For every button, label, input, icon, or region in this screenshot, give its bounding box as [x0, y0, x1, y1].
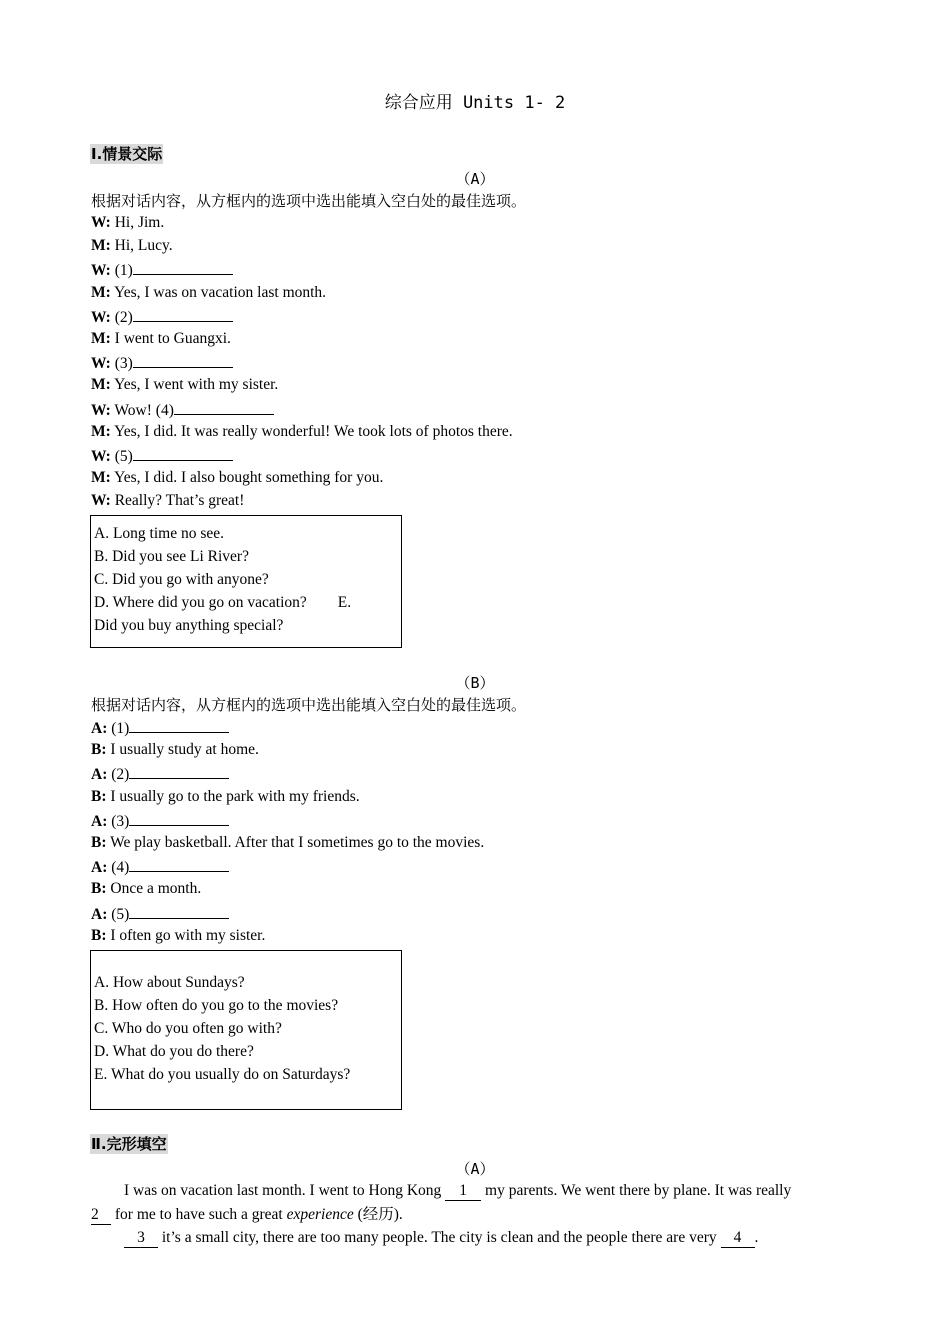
cloze-line-1: [124, 1181, 791, 1201]
option-item: B. Did you see Li River?: [94, 548, 249, 565]
dialogue-text: (5): [110, 448, 133, 465]
speaker-label: A:: [91, 720, 108, 737]
dialogue-line: [91, 856, 229, 878]
dialogue-line: [91, 491, 244, 511]
dialogue-text: Once a month.: [106, 880, 202, 898]
dialogue-text: Yes, I went with my sister.: [110, 376, 279, 394]
answer-blank[interactable]: [133, 306, 233, 322]
dialogue-text: (1): [110, 262, 133, 280]
dialogue-line: [91, 763, 229, 785]
option-item: A. Long time no see.: [94, 525, 225, 542]
part-a-label: （A）: [455, 170, 495, 188]
dialogue-text: Yes, I did. It was really wonderful! We took lots of photos there.: [110, 422, 513, 440]
answer-blank[interactable]: [174, 399, 274, 415]
option-item: B. How often do you go to the movies?: [94, 997, 339, 1014]
speaker-label: W:: [91, 401, 111, 419]
option-item: A. How about Sundays?: [94, 974, 245, 991]
dialogue-text: We play basketball. After that I sometimes go to the movies.: [106, 834, 485, 851]
cloze-text: for me to have such a great: [111, 1206, 287, 1223]
answer-blank[interactable]: [129, 717, 229, 733]
speaker-label: B:: [91, 741, 107, 759]
cloze-line-2: [91, 1205, 403, 1225]
cloze-italic-word: experience: [286, 1206, 354, 1223]
answer-blank[interactable]: [129, 903, 229, 919]
option-item: Did you buy anything special?: [94, 617, 284, 634]
speaker-label: M:: [91, 469, 111, 487]
dialogue-text: Wow! (4): [110, 401, 174, 419]
speaker-label: M:: [91, 283, 111, 301]
options-box-a: [90, 515, 402, 648]
speaker-label: M:: [91, 376, 111, 394]
option-item: E. What do you usually do on Saturdays?: [94, 1066, 351, 1083]
dialogue-line: [91, 833, 484, 853]
dialogue-line: [91, 375, 278, 395]
part-b-label: （B）: [455, 674, 495, 692]
speaker-label: M:: [91, 237, 111, 255]
dialogue-line: [91, 717, 229, 739]
dialogue-line: [91, 468, 383, 488]
cloze-text: (经历).: [353, 1206, 403, 1223]
dialogue-line: [91, 879, 201, 899]
speaker-label: B:: [91, 926, 107, 944]
option-item: C. Who do you often go with?: [94, 1020, 282, 1037]
dialogue-line: [91, 810, 229, 832]
speaker-label: B:: [91, 834, 107, 851]
dialogue-text: (1): [107, 720, 130, 737]
dialogue-line: [91, 445, 233, 467]
answer-blank[interactable]: [133, 259, 233, 275]
speaker-label: A:: [91, 905, 108, 923]
cloze-text: I was on vacation last month. I went to Hong Kong: [124, 1182, 446, 1199]
dialogue-line: [91, 787, 360, 807]
dialogue-line: [91, 329, 231, 349]
dialogue-text: (2): [107, 766, 130, 784]
cloze-part-a-label: （A）: [455, 1160, 495, 1178]
speaker-label: W:: [91, 262, 111, 280]
speaker-label: W:: [91, 355, 111, 373]
dialogue-text: (4): [107, 859, 130, 877]
dialogue-text: I usually study at home.: [106, 741, 259, 759]
dialogue-text: Hi, Jim.: [110, 214, 165, 231]
dialogue-line: [91, 903, 229, 925]
dialogue-text: Yes, I did. I also bought something for you.: [110, 469, 384, 487]
dialogue-text: Really? That’s great!: [110, 492, 245, 510]
dialogue-line: [91, 399, 274, 421]
speaker-label: M:: [91, 422, 111, 440]
options-box-b: [90, 950, 402, 1110]
answer-blank[interactable]: [133, 445, 233, 461]
page-title: 综合应用 Units 1- 2: [384, 93, 566, 113]
cloze-blank[interactable]: 2: [91, 1206, 111, 1225]
option-item: D. Where did you go on vacation? E.: [94, 594, 352, 611]
speaker-label: M:: [91, 330, 111, 347]
section-heading-1: Ⅰ.情景交际: [91, 145, 163, 163]
dialogue-text: (3): [107, 812, 130, 830]
dialogue-line: [91, 213, 164, 233]
dialogue-line: [91, 259, 233, 281]
dialogue-line: [91, 306, 233, 328]
speaker-label: A:: [91, 812, 108, 830]
part-b-instruction: 根据对话内容，从方框内的选项中选出能填入空白处的最佳选项。: [91, 696, 527, 714]
dialogue-text: (2): [110, 308, 133, 326]
dialogue-line: [91, 236, 173, 256]
dialogue-text: I usually go to the park with my friends.: [106, 787, 360, 805]
dialogue-line: [91, 740, 259, 760]
dialogue-text: (3): [110, 355, 133, 373]
answer-blank[interactable]: [133, 352, 233, 368]
option-item: D. What do you do there?: [94, 1043, 254, 1060]
answer-blank[interactable]: [129, 763, 229, 779]
part-a-instruction: 根据对话内容，从方框内的选项中选出能填入空白处的最佳选项。: [91, 192, 527, 210]
dialogue-line: [91, 422, 513, 442]
cloze-text: .: [754, 1229, 759, 1246]
answer-blank[interactable]: [129, 810, 229, 826]
section-heading-2: Ⅱ.完形填空: [91, 1135, 167, 1153]
speaker-label: W:: [91, 214, 111, 231]
dialogue-text: Yes, I was on vacation last month.: [110, 283, 327, 301]
dialogue-line: [91, 283, 326, 303]
answer-blank[interactable]: [129, 856, 229, 872]
dialogue-text: I often go with my sister.: [106, 926, 266, 944]
dialogue-text: (5): [107, 905, 130, 923]
cloze-line-3: [124, 1228, 758, 1248]
dialogue-text: Hi, Lucy.: [110, 237, 173, 255]
cloze-text: it’s a small city, there are too many people. The city is clean and the people there are very: [158, 1229, 721, 1246]
speaker-label: W:: [91, 308, 111, 326]
cloze-blank[interactable]: 3: [124, 1229, 158, 1248]
speaker-label: A:: [91, 766, 108, 784]
dialogue-text: I went to Guangxi.: [110, 330, 231, 347]
cloze-text: my parents. We went there by plane. It was really: [481, 1182, 792, 1199]
dialogue-line: [91, 352, 233, 374]
dialogue-line: [91, 926, 265, 946]
speaker-label: W:: [91, 448, 111, 465]
speaker-label: W:: [91, 492, 111, 510]
speaker-label: A:: [91, 859, 108, 877]
speaker-label: B:: [91, 787, 107, 805]
speaker-label: B:: [91, 880, 107, 898]
cloze-blank[interactable]: 4: [721, 1229, 755, 1248]
option-item: C. Did you go with anyone?: [94, 571, 269, 588]
cloze-blank[interactable]: 1: [445, 1182, 481, 1201]
